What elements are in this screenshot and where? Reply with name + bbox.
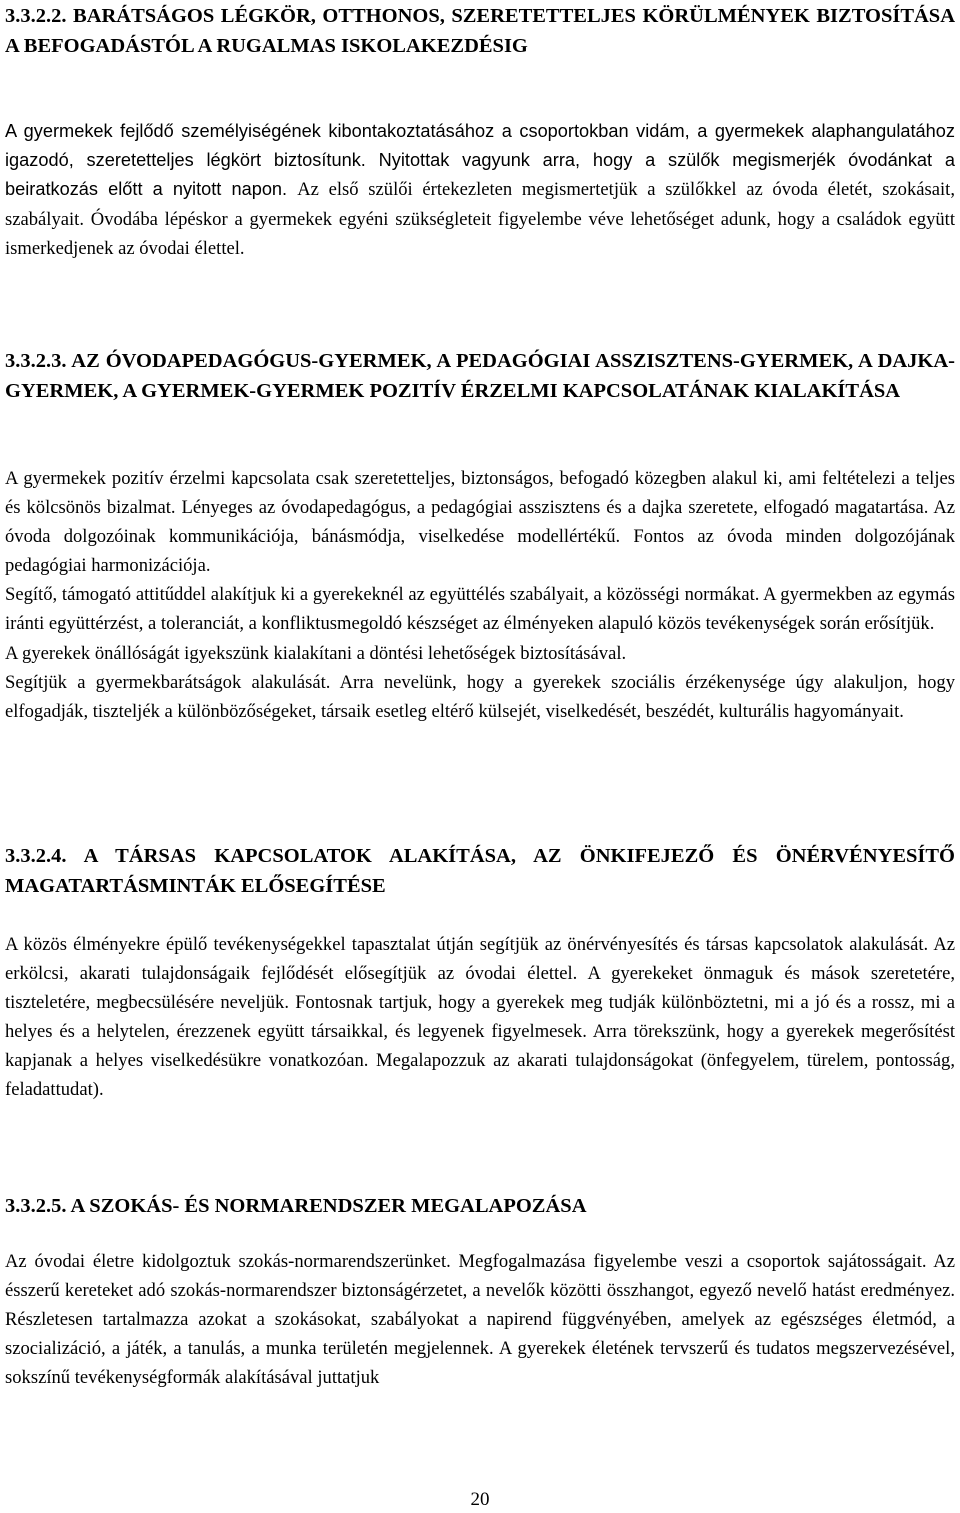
section-heading-3-3-2-3 [5,347,955,406]
section-heading-3-3-2-4 [5,842,955,901]
paragraph-text: A gyermekek pozitív érzelmi kapcsolata csak szeretetteljes, biztonságos, befogadó közegben alakul ki, ami feltételezi a teljes és kölcsönös bizalmat. Lényeges az óvodapedagógus, a pedagógiai asszisztens és a dajka szeretete, elfogadó magatartása. Az óvoda dolgozóinak kommunikációja, bánásmódja, viselkedése modellértékű. Fontos az óvoda minden dolgozójának pedagógiai harmonizációja. [5,468,955,577]
paragraph-text: Az óvodai életre kidolgoztuk szokás-normarendszerünket. Megfogalmazása figyelembe veszi a csoportok sajátosságait. Az ésszerű kereteket adó szokás-normarendszer biztonságérzetet, a nevelők közötti összhangot, egyező nevelő hatást eredményez. Részletesen tartalmazza azokat a szokásokat, szabályokat a napirend függvényében, amelyek az egészséges életmód, a szocializáció, a játék, a tanulás, a munka területén megjelennek. A gyerekek életének tervszerű és tudatos megszervezésével, sokszínű tevékenységformák alakításával juttatjuk [5,1251,955,1389]
page-number: 20 [470,1489,490,1510]
paragraph-text: Az első szülői értekezleten megismertetjük a szülőkkel az óvoda életét, szokásait, szabályait. Óvodába lépéskor a gyermekek egyéni szükségleteit figyelembe véve lehetőséget adunk, hogy a családok együtt ismerkedjenek az óvodai élettel. [5,179,955,259]
heading-title: A SZOKÁS- ÉS NORMARENDSZER MEGALAPOZÁSA [70,1195,587,1217]
paragraph-text: A közös élményekre épülő tevékenységekkel tapasztalat útján segítjük az önérvényesítés és társas kapcsolatok alakulását. Az erkölcsi, akarati tulajdonságaik fejlődését elősegítjük az óvodai élettel. A gyerekeket önmaguk és mások szeretetére, tiszteletére, megbecsülésére neveljük. Fontosnak tartjuk, hogy a gyerekek meg tudják különböztetni, mi a jó és a rossz, mi a helyes és a helytelen, érezzenek együtt társaikkal, és legyenek figyelmesek. Arra törekszünk, hogy a gyerekek megerősítést kapjanak a helyes viselkedésükre vonatkozóan. Megalapozzuk az akarati tulajdonságokat (önfegyelem, türelem, pontosság, feladattudat). [5,934,955,1101]
section-heading-3-3-2-2 [5,2,955,61]
heading-title: AZ ÓVODAPEDAGÓGUS-GYERMEK, A PEDAGÓGIAI ASSZISZTENS-GYERMEK, A DAJKA-GYERMEK, A GYERMEK-GYERMEK POZITÍV ÉRZELMI KAPCSOLATÁNAK KIALAKÍTÁSA [5,350,956,402]
section-paragraph [5,1247,955,1392]
paragraph-text: Segítő, támogató attitűddel alakítjuk ki a gyerekeknél az együttélés szabályait, a közösségi normákat. A gyermekben az egymás iránti együttérzést, a toleranciát, a konfliktusmegoldó készséget az élményeken alapuló közös tevékenységek során erősítjük. [5,584,955,635]
section-paragraph [5,464,955,726]
heading-number: 3.3.2.5. [5,1195,67,1217]
heading-number: 3.3.2.3. [5,350,67,372]
paragraph-text: Segítjük a gyermekbarátságok alakulását. Arra nevelünk, hogy a gyerekek szociális érzékenysége úgy alakuljon, hogy elfogadják, tiszteljék a különbözőségeket, társaik esetleg eltérő külsejét, viselkedését, beszédét, kulturális hagyományait. [5,671,955,722]
heading-title: BARÁTSÁGOS LÉGKÖR, OTTHONOS, SZERETETTELJES KÖRÜLMÉNYEK BIZTOSÍTÁSA A BEFOGADÁSTÓL A RUGALMAS ISKOLAKEZDÉSIG [5,5,956,57]
heading-number: 3.3.2.2. [5,5,67,27]
section-paragraph [5,117,955,263]
paragraph-text: A gyermekek fejlődő személyiségének kibontakoztatásához a csoportokban vidám, a gyermekek alaphangulatához igazodó, szeretetteljes légkört biztosítunk. Nyitottak vagyunk arra, hogy a szülők megismerjék óvodánkat a beiratkozás előtt a nyitott napon. [5,121,955,200]
paragraph-text: A gyerekek önállóságát igyekszünk kialakítani a döntési lehetőségek biztosításával. [5,642,627,664]
section-heading-3-3-2-5 [5,1192,955,1222]
heading-number: 3.3.2.4. [5,845,67,867]
heading-title: A TÁRSAS KAPCSOLATOK ALAKÍTÁSA, AZ ÖNKIFEJEZŐ ÉS ÖNÉRVÉNYESÍTŐ MAGATARTÁSMINTÁK ELŐSEGÍTÉSE [5,845,955,897]
section-paragraph [5,930,955,1105]
